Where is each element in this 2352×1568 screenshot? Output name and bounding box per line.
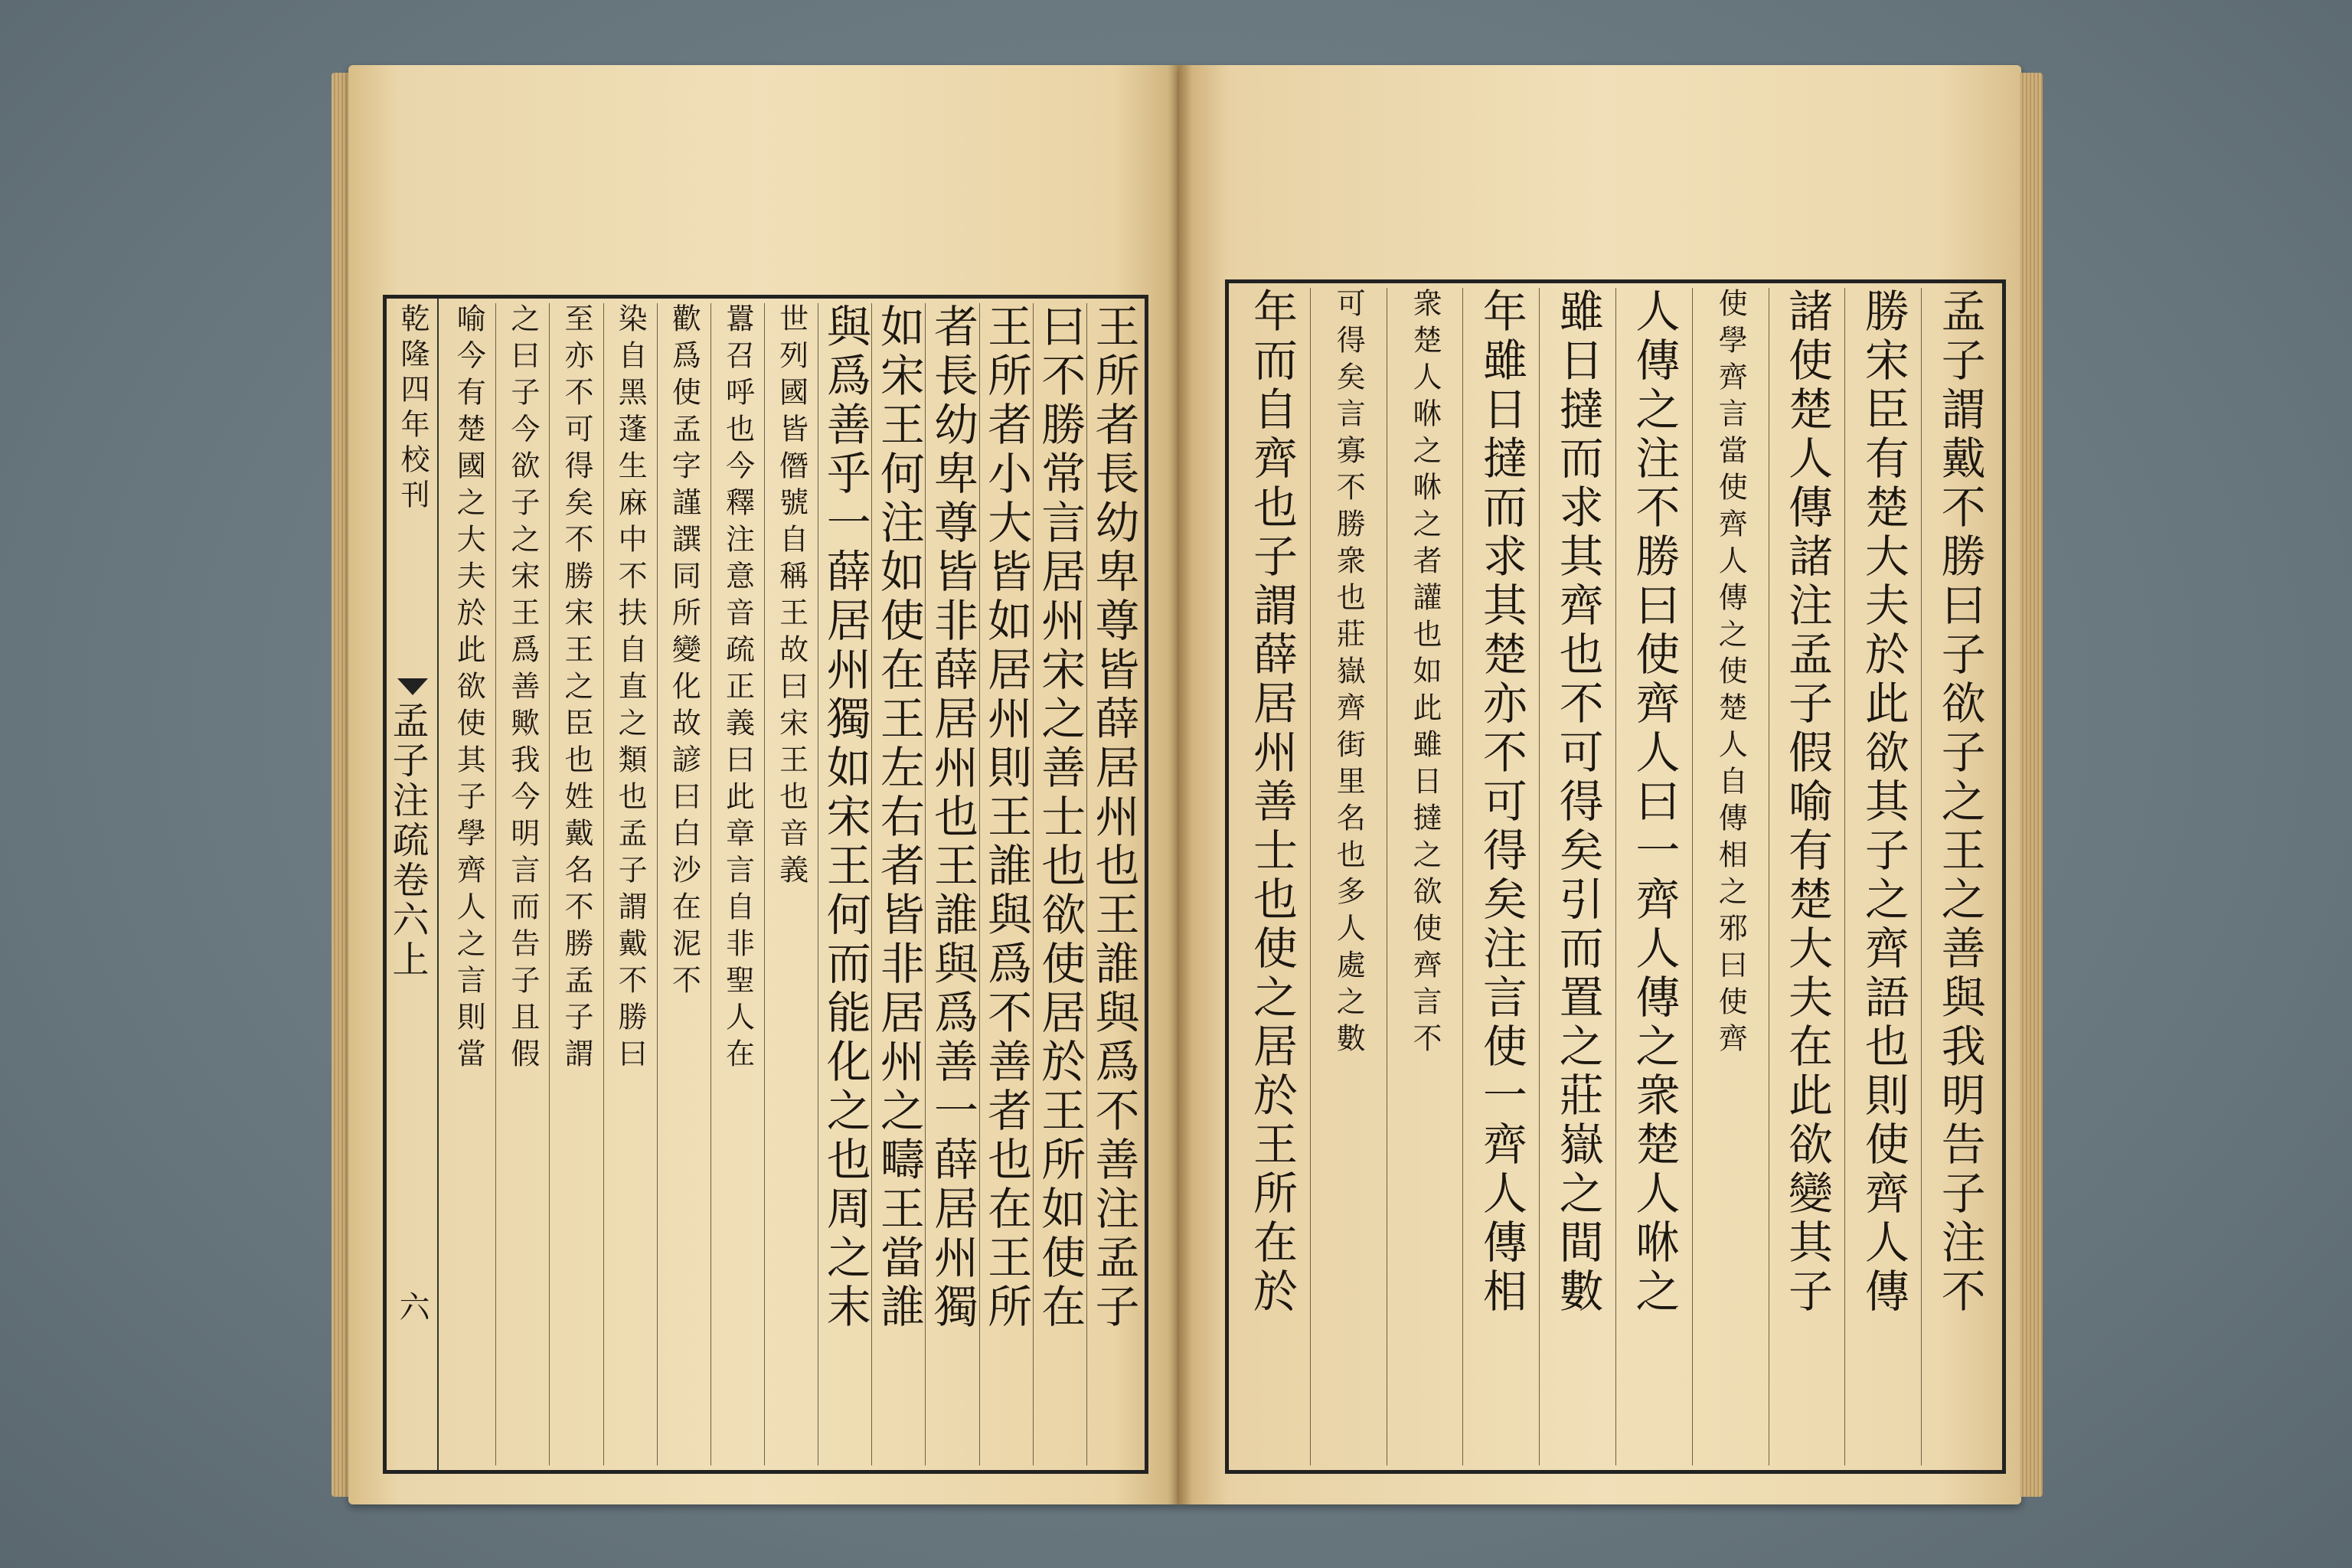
right-page-column-text: 使學齊言當使齊人傳之使楚人自傳相之邪曰使齊 (1713, 288, 1748, 1060)
left-page-column-text: 染自黑蓬生麻中不扶自直之類也孟子謂戴不勝曰 (613, 303, 648, 1075)
left-page-column-text: 與爲善乎一薛居州獨如宋王何而能化之也周之末 (818, 303, 871, 1332)
chapter-heading: 孟子注疏卷六上 (386, 701, 429, 980)
book-gutter (1168, 65, 1192, 1504)
left-page-column (549, 303, 603, 1465)
left-page-column (603, 303, 657, 1465)
left-page-column-text: 之曰子今欲子之宋王爲善歟我今明言而告子且假 (505, 303, 540, 1075)
left-page-column (657, 303, 710, 1465)
left-page-column (495, 303, 549, 1465)
right-page-column-text: 諸使楚人傳諸注孟子假喻有楚大夫在此欲變其子 (1781, 288, 1834, 1317)
right-page-column (1539, 288, 1615, 1465)
left-page-column (1033, 303, 1086, 1465)
left-margin-rule (437, 299, 439, 1470)
left-page-column (871, 303, 925, 1465)
right-page-edges (2020, 73, 2043, 1497)
left-page-column-text: 喻今有楚國之大夫於此欲使其子學齊人之言則當 (452, 303, 486, 1075)
right-page-column (1615, 288, 1692, 1465)
left-page-column (764, 303, 818, 1465)
left-page-column-text: 王所者長幼卑尊皆薛居州也王誰與爲不善注孟子 (1087, 303, 1140, 1332)
right-page-column-text: 可得矣言寡不勝衆也莊嶽齊街里名也多人處之數 (1331, 288, 1366, 1060)
left-page-column (925, 303, 978, 1465)
left-page-column-text: 世列國皆僭號自稱王故曰宋王也音義 (774, 303, 808, 891)
right-page-column (1921, 288, 1998, 1465)
open-book (348, 65, 2021, 1504)
right-page-column (1233, 288, 1310, 1465)
right-page-column (1387, 288, 1463, 1465)
left-page-column-text: 囂召呼也今釋注意音疏正義曰此章言自非聖人在 (720, 303, 755, 1075)
folio-number: 六 (394, 1291, 430, 1325)
right-text-columns (1233, 288, 1998, 1465)
left-page-column (979, 303, 1033, 1465)
left-page-column-text: 如宋王何注如使在王左右者皆非居州之疇王當誰 (872, 303, 925, 1332)
right-page-column (1692, 288, 1769, 1465)
right-text-frame (1225, 279, 2006, 1474)
right-page-column (1844, 288, 1921, 1465)
left-page-column (442, 303, 495, 1465)
left-page-column-text: 曰不勝常言居州宋之善士也欲使居於王所如使在 (1034, 303, 1086, 1332)
fishtail-mark (397, 678, 428, 695)
left-text-columns (442, 303, 1140, 1465)
left-margin-column (386, 303, 434, 1465)
right-page-column (1462, 288, 1539, 1465)
left-page-column (818, 303, 871, 1465)
right-page-column-text: 人傳之注不勝曰使齊人曰一齊人傳之衆楚人咻之 (1628, 288, 1681, 1317)
left-page-column (710, 303, 764, 1465)
right-page-column-text: 年雖日撻而求其楚亦不可得矣注言使一齊人傳相 (1475, 288, 1527, 1317)
left-text-frame (383, 295, 1148, 1474)
edition-note: 乾隆四年校刊 (396, 303, 430, 514)
right-page-column (1769, 288, 1845, 1465)
left-page-column-text: 王所者小大皆如居州則王誰與爲不善者也在王所 (980, 303, 1033, 1332)
right-page-column-text: 年而自齊也子謂薛居州善士也使之居於王所在於 (1245, 288, 1298, 1317)
left-page-column-text: 歡爲使孟字謹譔同所變化故諺曰白沙在泥不 (667, 303, 701, 1001)
right-page-column (1310, 288, 1387, 1465)
right-page-column-text: 雖日撻而求其齊也不可得矣引而置之莊嶽之間數 (1551, 288, 1604, 1317)
right-page-column-text: 勝宋臣有楚大夫於此欲其子之齊語也則使齊人傳 (1857, 288, 1909, 1317)
right-page-column-text: 衆楚人咻之咻之者讙也如此雖日撻之欲使齊言不 (1408, 288, 1442, 1060)
right-page-column-text: 孟子謂戴不勝曰子欲子之王之善與我明告子注不 (1933, 288, 1986, 1317)
left-page-column (1086, 303, 1140, 1465)
left-page-column-text: 至亦不可得矣不勝宋王之臣也姓戴名不勝孟子謂 (560, 303, 594, 1075)
left-page-column-text: 者長幼卑尊皆非薛居州也王誰與爲善一薛居州獨 (926, 303, 979, 1332)
